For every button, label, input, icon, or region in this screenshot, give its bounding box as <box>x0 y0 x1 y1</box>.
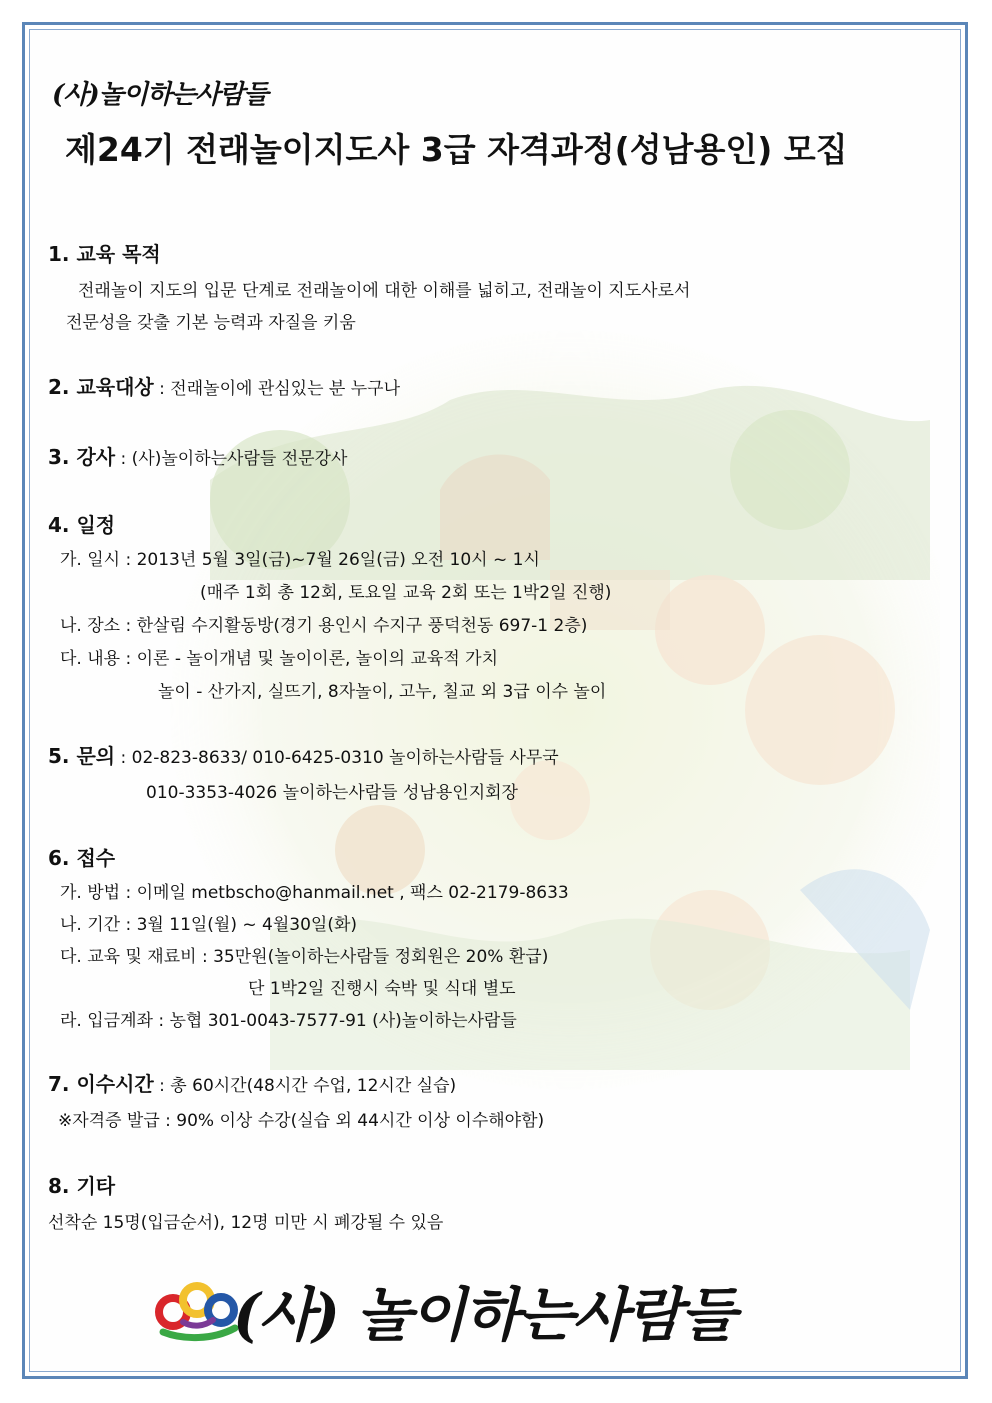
section-1-heading: 1. 교육 목적 <box>48 242 161 266</box>
schedule-content-play: 놀이 - 산가지, 실뜨기, 8자놀이, 고누, 칠교 외 3급 이수 놀이 <box>158 682 607 702</box>
section-2-text: : 전래놀이에 관심있는 분 누구나 <box>153 379 400 399</box>
section-1-line-2: 전문성을 갖출 기본 능력과 자질을 키움 <box>66 313 356 333</box>
registration-fee: 다. 교육 및 재료비 : 35만원(놀이하는사람들 정회원은 20% 환급) <box>60 947 549 967</box>
section-8-heading: 8. 기타 <box>48 1174 116 1198</box>
section-4-heading: 4. 일정 <box>48 513 116 537</box>
section-1-line-1: 전래놀이 지도의 입문 단계로 전래놀이에 대한 이해를 넓히고, 전래놀이 지도사로서 <box>78 281 691 301</box>
section-3-text: : (사)놀이하는사람들 전문강사 <box>115 449 348 469</box>
section-6-heading: 6. 접수 <box>48 846 116 870</box>
section-2-heading: 2. 교육대상 <box>48 375 154 399</box>
section-3-heading: 3. 강사 <box>48 445 116 469</box>
logo-mark-icon <box>153 1266 243 1346</box>
section-2 <box>48 371 400 400</box>
page-title: 제24기 전래놀이지도사 3급 자격과정(성남용인) 모집 <box>65 130 848 169</box>
section-5-heading: 5. 문의 <box>48 744 116 768</box>
contact-line-2: 010-3353-4026 놀이하는사람들 성남용인지회장 <box>146 783 518 803</box>
section-7-text: : 총 60시간(48시간 수업, 12시간 실습) <box>153 1076 457 1096</box>
organization-logo <box>143 1252 833 1357</box>
section-5 <box>48 740 559 769</box>
logo-text: (사) 놀이하는사람들 <box>233 1281 735 1349</box>
schedule-content-theory: 다. 내용 : 이론 - 놀이개념 및 놀이이론, 놀이의 교육적 가치 <box>60 649 498 669</box>
section-7 <box>48 1068 456 1097</box>
registration-method: 가. 방법 : 이메일 metbscho@hanmail.net , 팩스 02-2179-8633 <box>60 883 569 903</box>
contact-line-1: : 02-823-8633/ 010-6425-0310 놀이하는사람들 사무국 <box>115 748 559 768</box>
org-name-header: (사)놀이하는사람들 <box>52 80 268 110</box>
registration-fee-note: 단 1박2일 진행시 숙박 및 식대 별도 <box>248 979 516 999</box>
section-3 <box>48 441 347 470</box>
section-8-text: 선착순 15명(입금순서), 12명 미만 시 폐강될 수 있음 <box>48 1213 444 1233</box>
registration-account: 라. 입금계좌 : 농협 301-0043-7577-91 (사)놀이하는사람들 <box>60 1011 517 1031</box>
certificate-note: ※자격증 발급 : 90% 이상 수강(실습 외 44시간 이상 이수해야함) <box>58 1111 545 1131</box>
schedule-date-note: (매주 1회 총 12회, 토요일 교육 2회 또는 1박2일 진행) <box>200 583 612 603</box>
schedule-place: 나. 장소 : 한살림 수지활동방(경기 용인시 수지구 풍덕천동 697-1 2층) <box>60 616 588 636</box>
schedule-date: 가. 일시 : 2013년 5월 3일(금)~7월 26일(금) 오전 10시 ~ 1시 <box>60 550 540 570</box>
section-7-heading: 7. 이수시간 <box>48 1072 154 1096</box>
registration-period: 나. 기간 : 3월 11일(월) ~ 4월30일(화) <box>60 915 358 935</box>
